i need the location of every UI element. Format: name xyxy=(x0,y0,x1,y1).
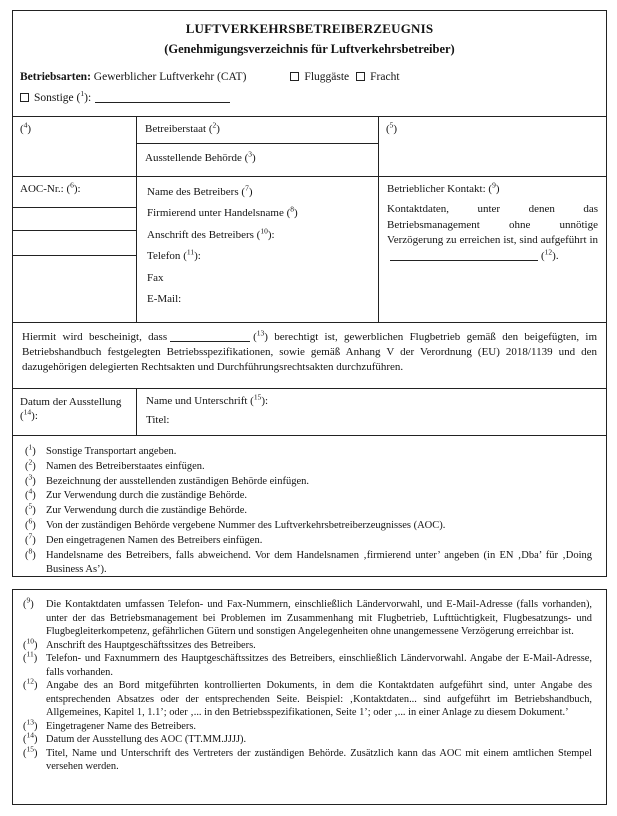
footnote-ref-9: ( $^9$ ) xyxy=(488,183,499,195)
aoc-number-column xyxy=(13,177,137,322)
footnote-text: Eingetragener Name des Betreibers. xyxy=(46,720,197,732)
aoc-number-field-3[interactable] xyxy=(13,256,136,321)
footnote-item xyxy=(23,730,592,747)
footnote-text: Datum der Ausstellung des AOC (TT.MM.JJJJ). xyxy=(46,734,247,745)
footnote-text: Handelsname des Betreibers, falls abweichend. Vor dem Handelsnamen ‚firmierend unter’ angeben (in EN ‚Dba’ für ‚Doing Business As’). xyxy=(46,549,592,576)
footnote-ref-13: ( $^{13}$ ) xyxy=(253,331,268,343)
operational-contact-cell xyxy=(379,177,606,322)
footnote-ref-8: ( $^8$ ) xyxy=(287,207,298,219)
footnote-ref-7: ( $^7$ ) xyxy=(241,186,252,198)
aoc-number-label: AOC-Nr.: ( $^6$ ) : xyxy=(13,177,136,208)
footnote-num: ( $^{12}$ ) xyxy=(23,679,46,720)
footnote-num: ( $^{15}$ ) xyxy=(23,747,46,774)
footnotes-section-1 xyxy=(13,437,606,578)
aoc-number-field-2[interactable] xyxy=(13,231,136,256)
operator-state-label: Betreiberstaat ( $^2$ ) xyxy=(137,117,378,144)
fluggaeste-checkbox[interactable] xyxy=(290,72,299,81)
footnote-num: ( $^{14}$ ) xyxy=(23,733,46,747)
operational-contact-title: Betrieblicher Kontakt: ( $^9$ ) xyxy=(387,183,598,195)
footnote-text: Titel, Name und Unterschrift des Vertreters der zuständigen Behörde. Zusätzlich kann das AOC mit einem amtlichen Stempel versehen werden. xyxy=(46,747,592,772)
footnote-ref-1: ( $^1$ ) xyxy=(77,92,88,104)
fracht-label: Fracht xyxy=(370,71,400,83)
footnote-ref-14: ( $^{14}$ ) xyxy=(20,410,35,422)
operator-name-label: Name des Betreibers ( $^7$ ) xyxy=(147,182,368,203)
footnote-num: ( $^8$ ) xyxy=(25,549,46,579)
contact-document-blank-field[interactable] xyxy=(390,249,538,261)
footnote-ref-4: ( $^4$ ) xyxy=(20,123,31,135)
footnote-item xyxy=(25,442,592,460)
footnote-num: ( $^{13}$ ) xyxy=(23,720,46,734)
footnote-item xyxy=(23,717,592,734)
signature-cell xyxy=(137,389,606,435)
footnote-num: ( $^1$ ) xyxy=(25,445,46,460)
footnote-num: ( $^6$ ) xyxy=(25,519,46,534)
form-header xyxy=(13,11,606,57)
table-row xyxy=(13,117,606,177)
operation-types-section xyxy=(13,57,606,104)
footnote-ref-10: ( $^{10}$ ) xyxy=(257,229,272,241)
footnote-num: ( $^2$ ) xyxy=(25,460,46,475)
footnote-num: ( $^4$ ) xyxy=(25,489,46,504)
footnote-item xyxy=(25,457,592,475)
certification-statement: Hiermit wird bescheinigt, dass ( $^{13}$ ) berechtigt ist, gewerblichen Flugbetrieb gemäß den beigefügten, im Betriebshandbuch festgelegten Betriebsspezifikationen, sowie gemäß Anhang V der Verordnung (EU) 2018/1139 und den dazugehörigen delegierten Rechtsakten und Durchführungsrechtsakten durchzuführen. xyxy=(13,323,606,389)
sonstige-blank-field[interactable] xyxy=(95,91,230,103)
footnote-text: Zur Verwendung durch die zuständige Behörde. xyxy=(46,490,247,502)
footnote-num: ( $^{11}$ ) xyxy=(23,652,46,679)
footnote-text: Den eingetragenen Namen des Betreibers einfügen. xyxy=(46,534,263,546)
footnote-text: Bezeichnung der ausstellenden zuständigen Behörde einfügen. xyxy=(46,475,309,487)
footnote-ref-2: ( $^2$ ) xyxy=(209,123,220,135)
footnote-ref-3: ( $^3$ ) xyxy=(245,152,256,164)
footnote-num: ( $^5$ ) xyxy=(25,504,46,519)
form-subtitle: (Genehmigungsverzeichnis für Luftverkehrsbetreiber) xyxy=(164,42,455,56)
footnote-num: ( $^{10}$ ) xyxy=(23,639,46,653)
sonstige-checkbox[interactable] xyxy=(20,93,29,102)
name-signature-label: Name und Unterschrift ( $^{15}$ ) : xyxy=(146,395,597,407)
footnote-text: Namen des Betreiberstaates einfügen. xyxy=(46,460,205,472)
footnote-ref-12: ( $^{12}$ ) xyxy=(541,250,556,262)
state-authority-cell xyxy=(137,117,379,176)
email-label: E-Mail: xyxy=(147,292,182,305)
form-title: LUFTVERKEHRSBETREIBERZEUGNIS xyxy=(185,21,434,36)
footnote-text: Anschrift des Hauptgeschäftssitzes des Betreibers. xyxy=(46,639,256,651)
footnote-item xyxy=(23,636,592,653)
footnote-ref-5: ( $^5$ ) xyxy=(386,123,397,135)
fluggaeste-label: Fluggäste xyxy=(304,71,350,83)
operational-contact-text: Kontaktdaten, unter denen das Betriebsmanagement ohne unnötige Verzögerung zu erreichen ist, sind aufgeführt in( $^{12}$ ) . xyxy=(387,202,598,264)
footnote-item xyxy=(23,676,592,720)
footnote-num: ( $^3$ ) xyxy=(25,475,46,490)
issue-date-label: Datum der Ausstellung ( $^{14}$ ) : xyxy=(13,389,137,435)
operator-address-label: Anschrift des Betreibers ( $^{10}$ ) : xyxy=(147,225,368,246)
telephone-label: Telefon ( $^{11}$ ) : xyxy=(147,246,368,267)
footnote-item xyxy=(25,531,592,549)
footnote-text: Angabe des an Bord mitgeführten kontrollierten Dokuments, in dem die Kontaktdaten aufgeführt sind, unter Angabe des entsprechenden Absatzes oder der entsprechenden Seite. Beispiel: ‚Kontaktdaten... sind aufgeführt im Betriebshandbuch, Allgemeines, Kapitel 1, 1.1’; oder ‚... in den Betriebsspezifikationen, Seite 1’; oder ‚... in einer Anlage zu diesem Dokument.’ xyxy=(46,680,592,718)
cat-type-label: Gewerblicher Luftverkehr (CAT) xyxy=(93,71,247,83)
footnote-item xyxy=(25,486,592,504)
footnotes-box xyxy=(12,589,607,805)
certificate-table xyxy=(13,116,606,436)
footnote-num: ( $^9$ ) xyxy=(23,598,46,639)
footnote-item xyxy=(25,546,592,579)
trade-name-label: Firmierend unter Handelsname ( $^8$ ) xyxy=(147,203,368,224)
footnote-item xyxy=(25,472,592,490)
operator-name-blank-field[interactable] xyxy=(170,330,250,342)
betriebsarten-label: Betriebsarten: xyxy=(20,71,91,83)
sonstige-label: Sonstige ( $^1$ ) : xyxy=(34,92,91,104)
authority-use-cell-5 xyxy=(379,117,606,176)
fracht-checkbox[interactable] xyxy=(356,72,365,81)
footnote-ref-15: ( $^{15}$ ) xyxy=(250,395,265,407)
footnote-ref-11: ( $^{11}$ ) xyxy=(183,250,198,262)
table-row xyxy=(13,389,606,436)
footnote-text: Sonstige Transportart angeben. xyxy=(46,446,177,457)
operator-details-cell xyxy=(137,177,379,322)
title-label: Titel: xyxy=(146,414,170,426)
footnote-text: Telefon- und Faxnummern des Hauptgeschäftssitzes des Betreibers, einschließlich Ländervorwahl. Angabe der E-Mail-Adresse, falls vorhanden. xyxy=(46,653,592,678)
footnote-num: ( $^7$ ) xyxy=(25,534,46,549)
issuing-authority-label: Ausstellende Behörde ( $^3$ ) xyxy=(137,144,378,176)
footnote-item xyxy=(23,595,592,639)
footnote-item xyxy=(25,516,592,534)
footnote-text: Die Kontaktdaten umfassen Telefon- und Fax-Nummern, einschließlich Ländervorwahl, und E-Mail-Adresse (falls vorhanden), unter der das Betriebsmanagement bei Problemen im Zusammenhang mit Flugbetrieb, Lufttüchtigkeit, Flugbesatzungs- und Flugbegleiterkompetenz, gefährlichen Gütern und sonstigen Angelegenheiten ohne unangemessene Verzögerung erreichbar ist. xyxy=(46,599,592,637)
footnote-item xyxy=(23,744,592,774)
footnote-ref-6: ( $^6$ ) xyxy=(66,183,77,195)
authority-use-cell-4 xyxy=(13,117,137,176)
footnote-item xyxy=(25,501,592,519)
fax-label: Fax xyxy=(147,271,164,284)
footnote-text: Von der zuständigen Behörde vergebene Nummer des Luftverkehrsbetreiberzeugnisses (AOC). xyxy=(46,519,446,531)
aoc-number-field-1[interactable] xyxy=(13,208,136,231)
aoc-form-box xyxy=(12,10,607,577)
footnote-text: Zur Verwendung durch die zuständige Behörde. xyxy=(46,505,247,517)
table-row xyxy=(13,177,606,323)
footnote-item xyxy=(23,649,592,679)
